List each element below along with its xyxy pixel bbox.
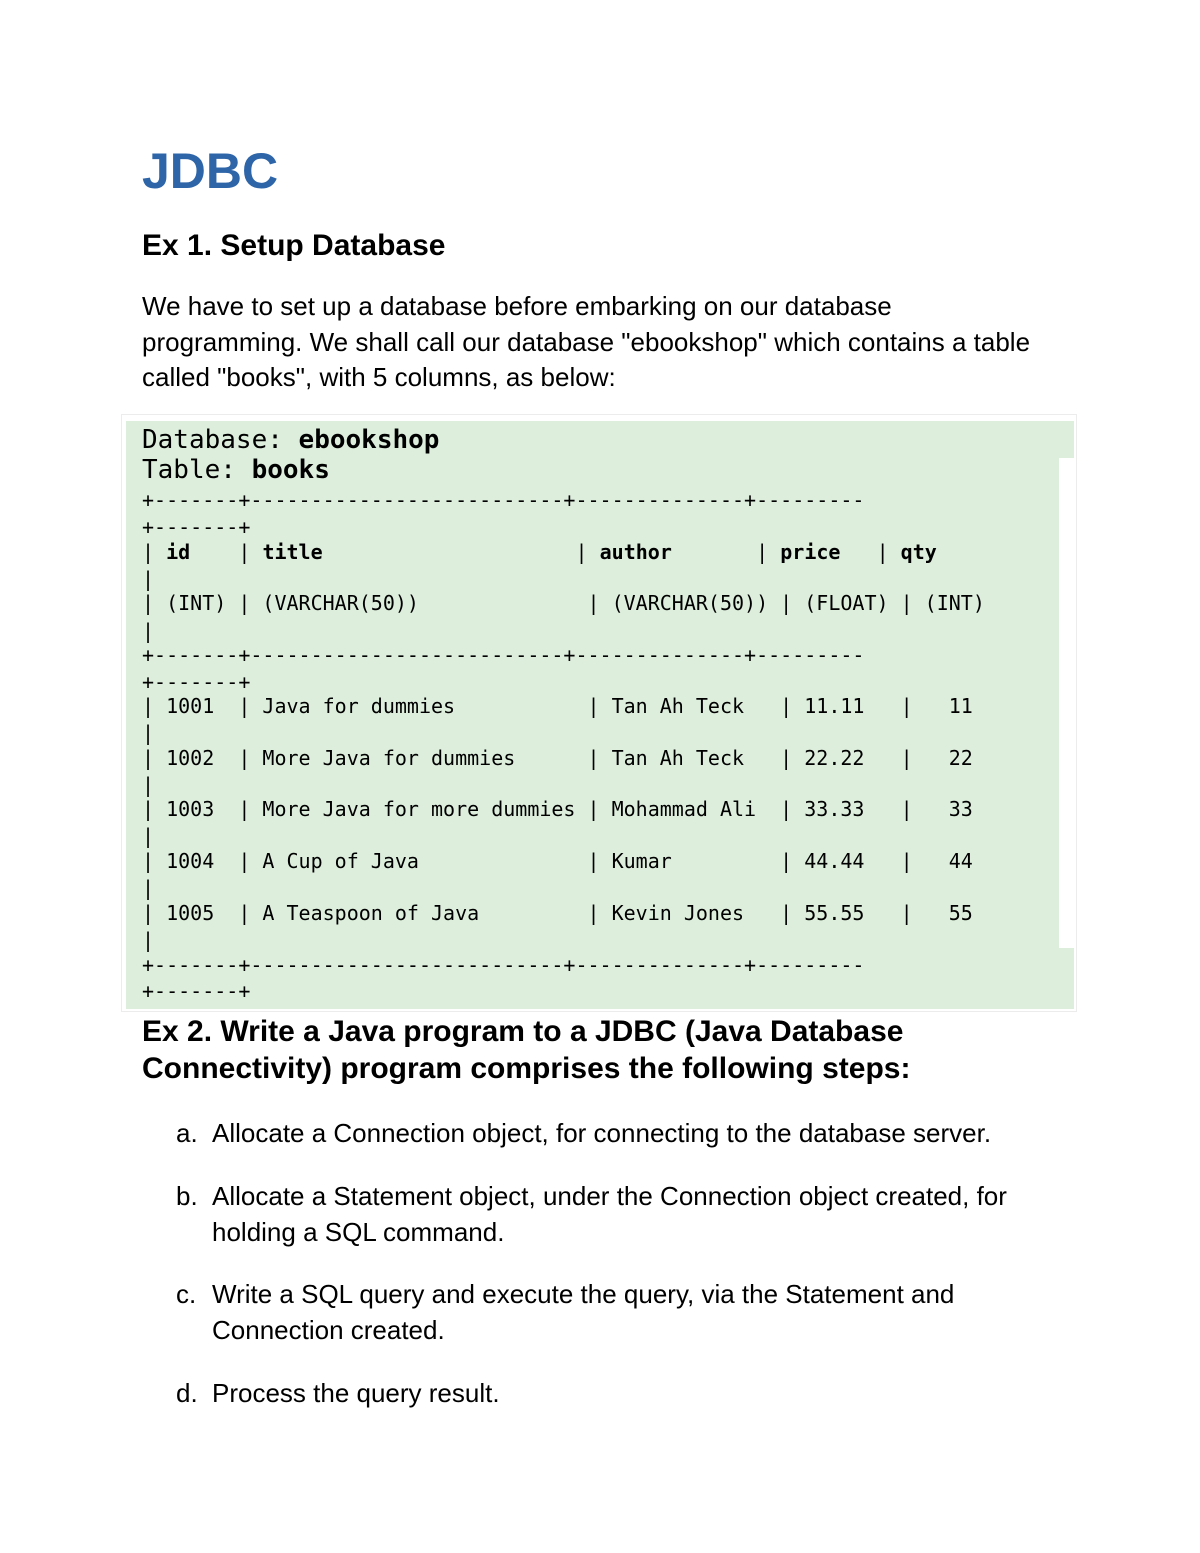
- code-database-label: Database:: [142, 425, 299, 455]
- table-row: | 1005 | A Teaspoon of Java | Kevin Jones | 55.55 | 55: [142, 901, 973, 925]
- code-pipe-wrap: |: [142, 876, 155, 900]
- code-border-top: +-------+--------------------------+--------------+---------: [142, 488, 865, 512]
- list-item-text: Process the query result.: [212, 1378, 500, 1408]
- code-pipe: |: [322, 540, 600, 564]
- list-item-text: Allocate a Statement object, under the Connection object created, for holding a SQL command.: [212, 1181, 1007, 1247]
- table-row: | 1003 | More Java for more dummies | Mohammad Ali | 33.33 | 33: [142, 797, 973, 821]
- ex1-heading: Ex 1. Setup Database: [142, 229, 446, 262]
- code-pipe-wrap: |: [142, 619, 155, 643]
- code-header-row: [142, 540, 937, 564]
- table-row: | 1002 | More Java for dummies | Tan Ah Teck | 22.22 | 22: [142, 746, 973, 770]
- code-pipe-wrap: |: [142, 721, 155, 745]
- list-item-text: Write a SQL query and execute the query, via the Statement and Connection created.: [212, 1279, 955, 1345]
- col-qty: qty: [900, 540, 937, 564]
- code-border-top-wrap: +-------+: [142, 515, 251, 539]
- list-item-text: Allocate a Connection object, for connecting to the database server.: [212, 1118, 992, 1148]
- code-database-line: [142, 425, 439, 455]
- code-table-name: books: [251, 455, 330, 485]
- col-price: price: [780, 540, 841, 564]
- col-author: author: [599, 540, 672, 564]
- code-database-name: ebookshop: [298, 425, 440, 455]
- code-pipe: |: [840, 540, 901, 564]
- table-row: | 1001 | Java for dummies | Tan Ah Teck | 11.11 | 11: [142, 694, 973, 718]
- code-pipe: |: [142, 540, 167, 564]
- code-border-mid: +-------+--------------------------+--------------+---------: [142, 643, 865, 667]
- list-marker: b.: [176, 1181, 198, 1211]
- page-title: JDBC: [142, 143, 279, 199]
- code-border-mid-wrap: +-------+: [142, 670, 251, 694]
- code-pipe-wrap: |: [142, 928, 155, 952]
- code-pipe: |: [671, 540, 781, 564]
- table-row: | 1004 | A Cup of Java | Kumar | 44.44 | 44: [142, 849, 973, 873]
- code-pipe-wrap: |: [142, 773, 155, 797]
- list-marker: d.: [176, 1378, 198, 1408]
- code-pipe-wrap: |: [142, 824, 155, 848]
- ex1-paragraph: We have to set up a database before embarking on our database programming. We shall call our database "ebookshop" which contains a table called "books", with 5 columns, as below:: [142, 291, 1031, 392]
- code-types-row: | (INT) | (VARCHAR(50)) | (VARCHAR(50)) | (FLOAT) | (INT): [142, 591, 985, 615]
- code-table-label: Table:: [142, 455, 252, 485]
- code-table-line: [142, 455, 330, 485]
- code-border-bottom: +-------+--------------------------+--------------+---------: [142, 953, 865, 977]
- code-pipe: |: [190, 540, 263, 564]
- code-pipe-wrap: |: [142, 567, 155, 591]
- list-marker: a.: [176, 1118, 198, 1148]
- list-marker: c.: [176, 1279, 197, 1309]
- code-block-gap: [1059, 458, 1074, 948]
- ex2-heading: Ex 2. Write a Java program to a JDBC (Java Database Connectivity) program comprises the following steps:: [142, 1015, 911, 1085]
- col-id: id: [166, 540, 191, 564]
- code-border-bottom-wrap: +-------+: [142, 979, 251, 1003]
- col-title: title: [262, 540, 323, 564]
